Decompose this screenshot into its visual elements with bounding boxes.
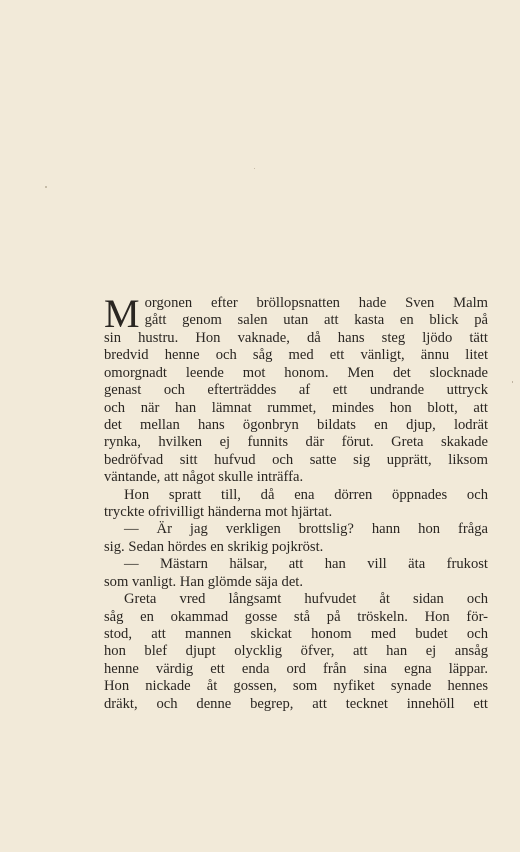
text-line: dräkt, och denne begrep, att tecknet innehöll ett xyxy=(104,695,488,712)
text-line: omorgnadt leende mot honom. Men det slocknade xyxy=(104,364,488,381)
text-line: — Är jag verkligen brottslig? hann hon fråga xyxy=(124,521,488,538)
text-line: Hon spratt till, då ena dörren öppnades och xyxy=(124,486,488,503)
text-line: väntande, att något skulle inträffa. xyxy=(104,469,304,486)
text-line: såg en okammad gosse stå på tröskeln. Hon för- xyxy=(104,608,488,625)
text-line: Greta vred långsamt hufvudet åt sidan och xyxy=(124,591,488,608)
body-text xyxy=(104,291,488,713)
paper-speck xyxy=(45,186,47,188)
text-line: sig. Sedan hördes en skrikig pojkröst. xyxy=(104,538,324,555)
text-line: hon blef djupt olycklig öfver, att han ej ansåg xyxy=(104,643,488,660)
paragraph xyxy=(104,487,488,522)
text-line: bredvid henne och såg med ett vänligt, ännu litet xyxy=(104,347,488,364)
drop-cap: M xyxy=(104,291,140,336)
paragraph xyxy=(104,591,488,713)
text-line: bedröfvad sitt hufvud och satte sig upprätt, liksom xyxy=(104,451,488,468)
text-line: sin hustru. Hon vaknade, då hans steg ljödo tätt xyxy=(104,330,488,346)
text-line: som vanligt. Han glömde säja det. xyxy=(104,573,304,590)
text-line: genast och efterträddes af ett undrande uttryck xyxy=(104,382,488,399)
text-line: och när han lämnat rummet, mindes hon blott, att xyxy=(104,399,488,416)
text-line: stod, att mannen skickat honom med budet och xyxy=(104,625,488,642)
dialogue-paragraph xyxy=(104,521,488,556)
text-line: rynka, hvilken ej funnits där förut. Greta skakade xyxy=(104,434,488,451)
text-line: — Mästarn hälsar, att han vill äta frukost xyxy=(124,556,488,573)
text-line: henne värdig ett enda ord från sina egna läppar. xyxy=(104,660,488,677)
dialogue-paragraph xyxy=(104,556,488,591)
text-line: tryckte ofrivilligt händerna mot hjärtat. xyxy=(104,504,333,521)
paper-speck xyxy=(254,168,255,169)
text-line: orgonen efter bröllopsnatten hade Sven Malm xyxy=(144,295,488,311)
opening-paragraph xyxy=(104,291,488,487)
text-line: det mellan hans ögonbryn bildats en djup, lodrät xyxy=(104,417,488,434)
paper-speck xyxy=(512,381,513,383)
text-line: Hon nickade åt gossen, som nyfiket synade hennes xyxy=(104,678,488,695)
text-line: gått genom salen utan att kasta en blick på xyxy=(144,312,488,329)
